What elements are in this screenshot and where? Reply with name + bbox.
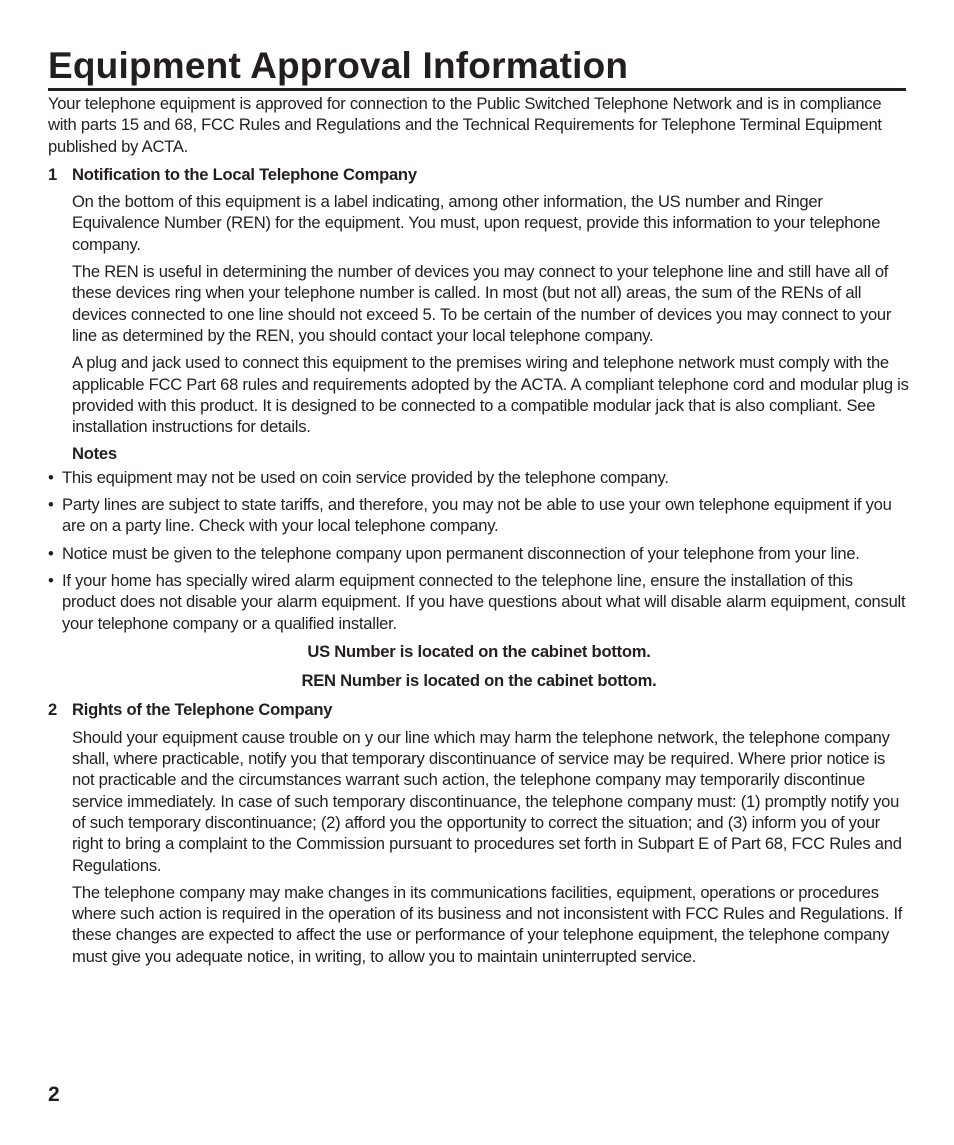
section-2-paragraph: Should your equipment cause trouble on y our line which may harm the telephone network, the telephone company shall, where practicable, notify you that temporary discontinuance of service may be required. Where prior notice is not practicable and the circumstances warrant such action, the telephone company may temporarily discontinue service immediately. In case of such temporary discontinuance, the telephone company must: (1) promptly notify you of such temporary discontinuance; (2) afford you the opportunity to correct the situation; and (3) inform you of your right to bring a complaint to the Commission pursuant to procedures set forth in Subpart E of Part 68, FCC Rules and Regulations. — [72, 727, 902, 875]
bullet-icon: • — [48, 495, 54, 515]
notes-heading: Notes — [72, 444, 117, 464]
intro-paragraph: Your telephone equipment is approved for connection to the Public Switched Telephone Network and is in compliance with parts 15 and 68, FCC Rules and Regulations and the Technical Requirements for Telephone Terminal Equipment published by ACTA. — [48, 94, 882, 156]
section-1-number: 1 — [48, 164, 57, 184]
bullet-icon: • — [48, 570, 54, 590]
note-item — [48, 494, 910, 537]
section-2-heading — [48, 699, 910, 720]
section-2-number: 2 — [48, 700, 57, 720]
note-item — [48, 543, 910, 564]
section-1-heading — [48, 164, 910, 185]
ren-number-note: REN Number is located on the cabinet bottom. — [301, 671, 657, 691]
us-number-note: US Number is located on the cabinet bottom. — [307, 641, 651, 661]
note-text: If your home has specially wired alarm equipment connected to the telephone line, ensure the installation of this product does not disable your alarm equipment. If you have questions about what will disable alarm equipment, consult your telephone company or a qualified installer. — [62, 570, 906, 633]
page-number: 2 — [48, 1083, 60, 1106]
section-1-paragraph: A plug and jack used to connect this equipment to the premises wiring and telephone network must comply with the applicable FCC Part 68 rules and requirements adopted by the ACTA. A compliant telephone cord and modular plug is provided with this product. It is designed to be connected to a compatible modular jack that is also compliant. See installation instructions for details. — [72, 353, 909, 437]
note-text: This equipment may not be used on coin service provided by the telephone company. — [62, 467, 669, 487]
note-item — [48, 570, 910, 634]
bullet-icon: • — [48, 467, 54, 487]
section-1-body — [48, 191, 910, 465]
bullet-icon: • — [48, 543, 54, 563]
section-1-paragraph: On the bottom of this equipment is a label indicating, among other information, the US number and Ringer Equivalence Number (REN) for the equipment. You must, upon request, provide this information to your telephone company. — [72, 192, 881, 254]
section-1-paragraph: The REN is useful in determining the number of devices you may connect to your telephone line and still have all of these devices ring when your telephone number is called. In most (but not all) areas, the sum of the RENs of all devices connected to one line should not exceed 5. To be certain of the number of devices you may connect to your line as determined by the REN, you should contact your local telephone company. — [72, 262, 892, 345]
section-1-title: Notification to the Local Telephone Company — [72, 164, 417, 184]
note-text: Notice must be given to the telephone company upon permanent disconnection of your telephone from your line. — [62, 543, 860, 563]
section-2-paragraph: The telephone company may make changes in its communications facilities, equipment, operations or procedures where such action is required in the operation of its business and not inconsistent with FCC Rules and Regulations. If these changes are expected to affect the use or performance of your telephone equipment, the telephone company must give you adequate notice, in writing, to allow you to maintain uninterrupted service. — [72, 882, 903, 966]
section-2-title: Rights of the Telephone Company — [72, 700, 333, 720]
page-content — [48, 93, 910, 973]
note-item — [48, 467, 910, 488]
note-text: Party lines are subject to state tariffs, and therefore, you may not be able to use your own telephone equipment if you are on a party line. Check with your local telephone company. — [62, 495, 892, 536]
section-2-body — [48, 727, 910, 967]
page-title: Equipment Approval Information — [48, 44, 906, 91]
notes-list — [48, 467, 910, 634]
